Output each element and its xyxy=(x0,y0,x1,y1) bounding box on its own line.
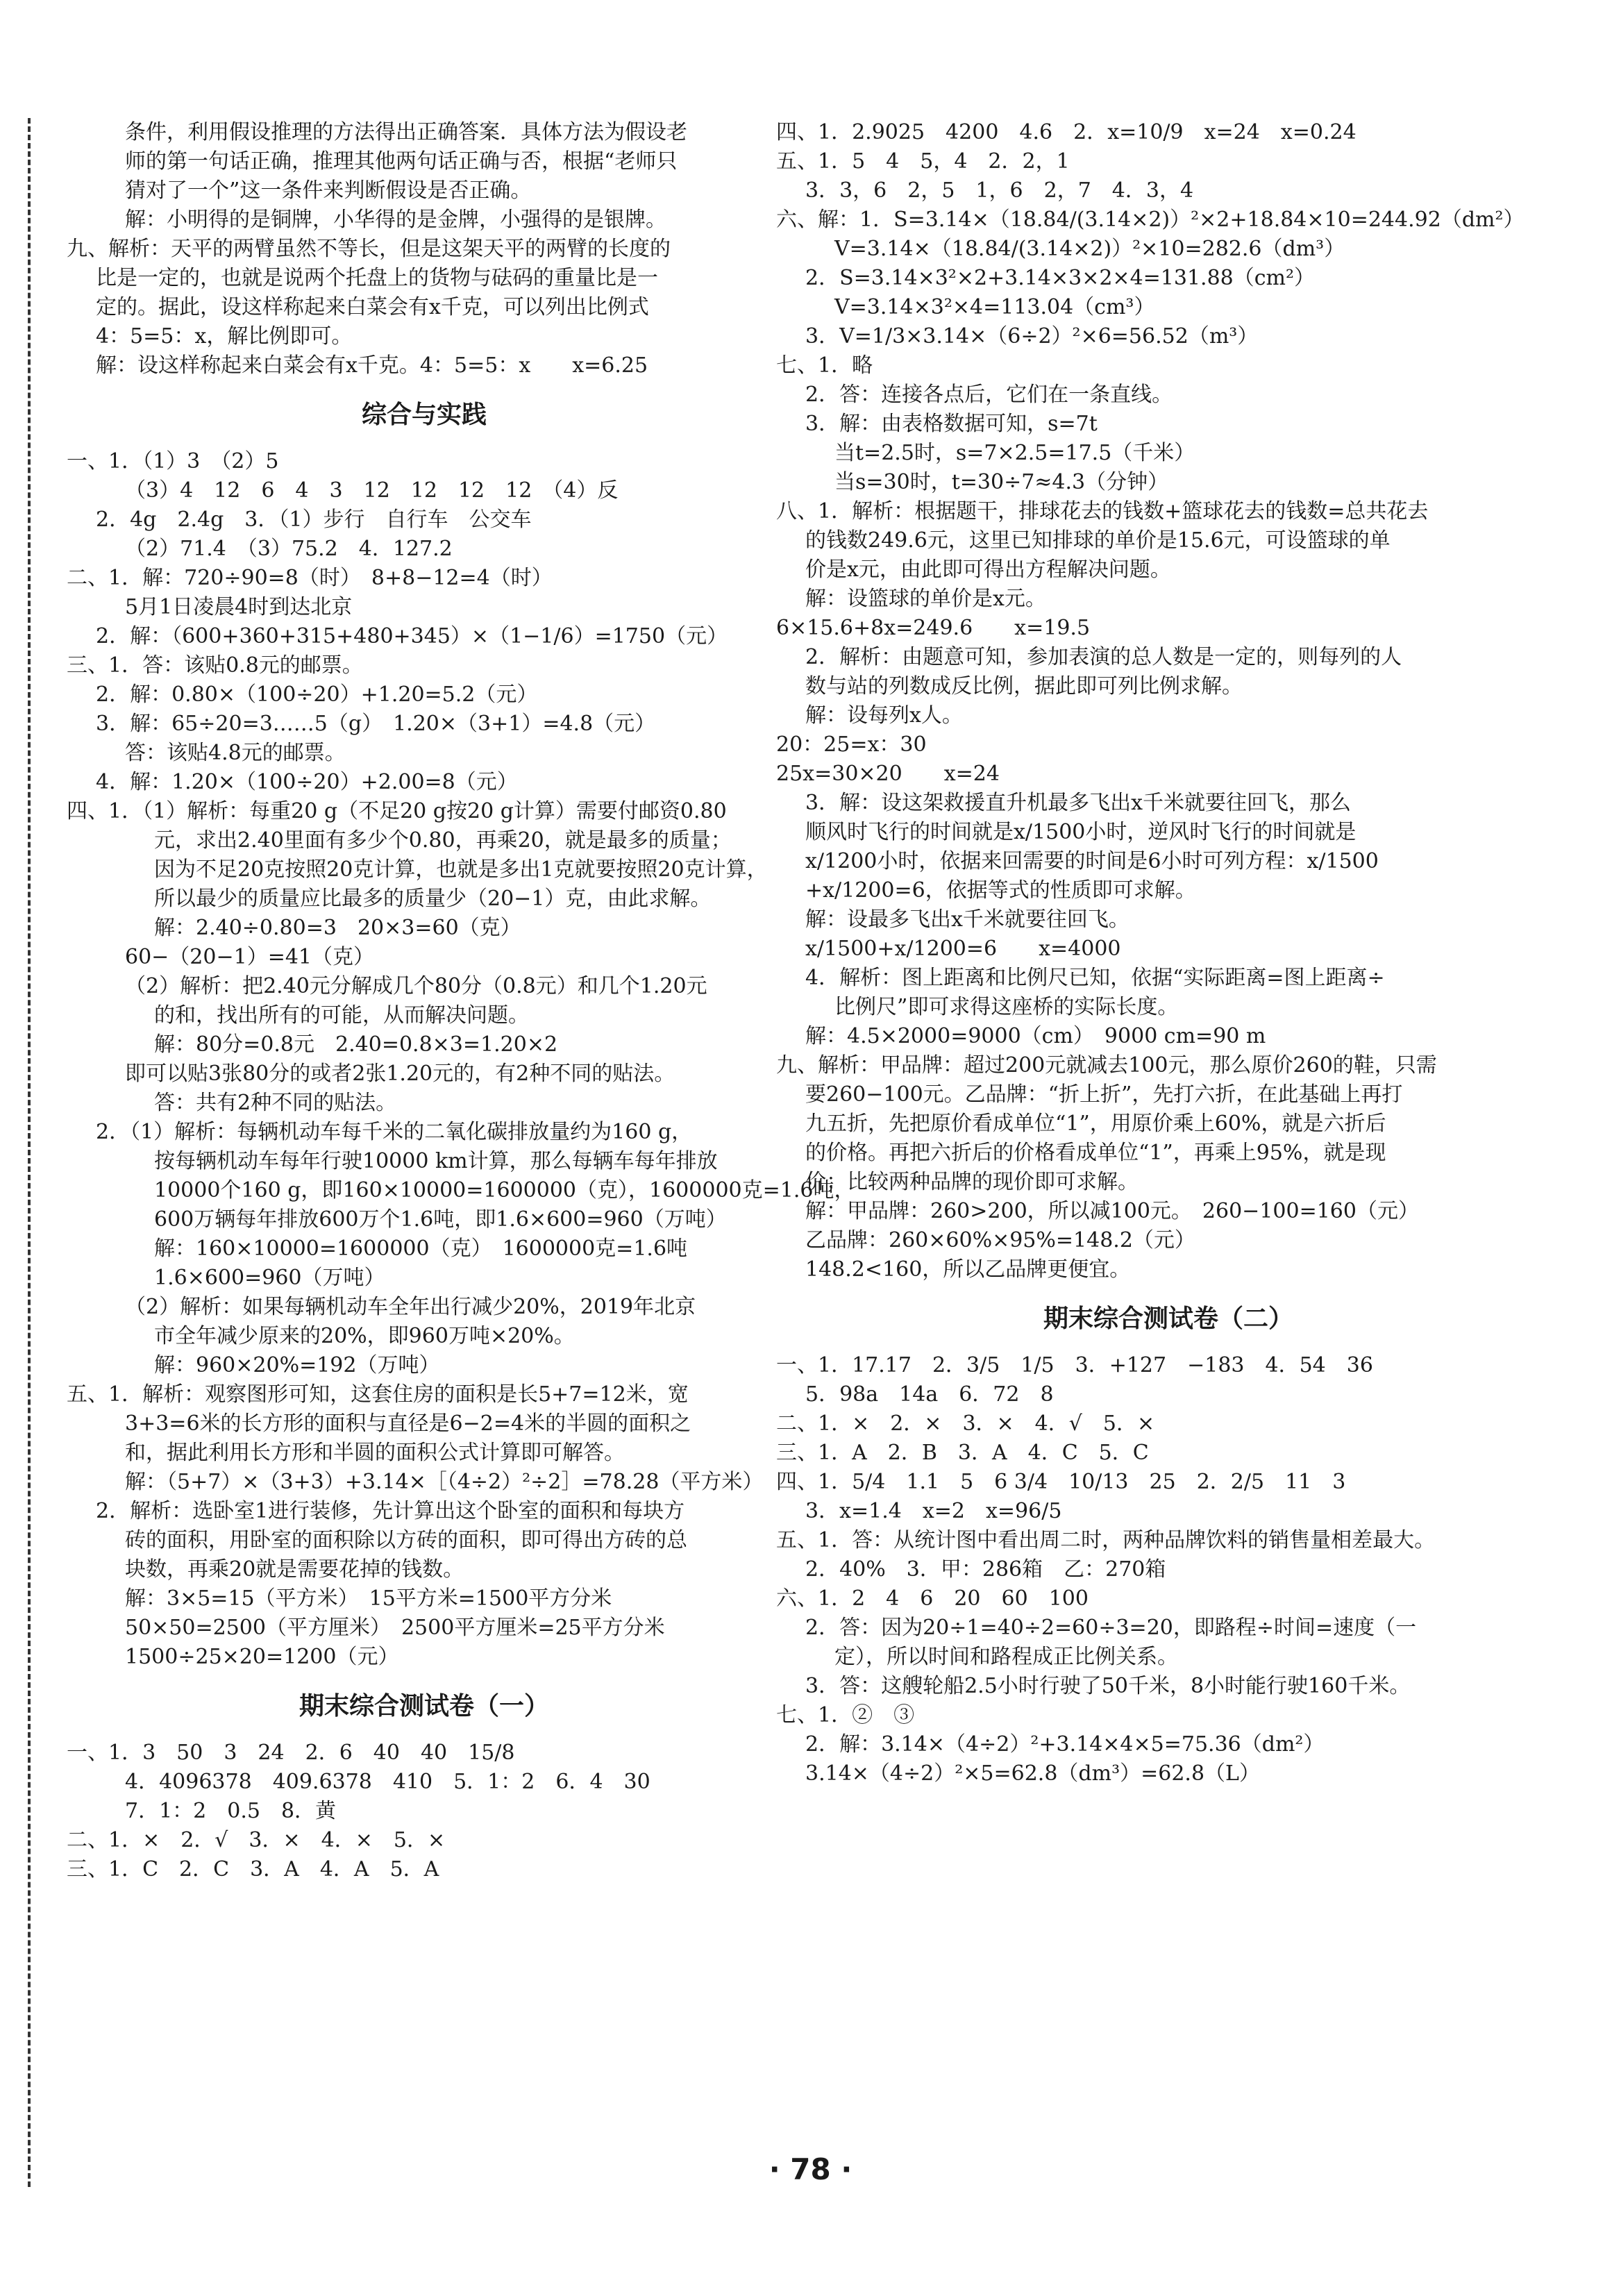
answer-line: 2．4g 2.4g 3．（1）步行 自行车 公交车 xyxy=(96,508,532,532)
answer-line: 2．答：因为20÷1=40÷2=60÷3=20，即路程÷时间=速度（一 xyxy=(805,1616,1417,1640)
answer-line: 七、1．略 xyxy=(776,353,873,378)
answer-line: +x/1200=6，依据等式的性质即可求解。 xyxy=(805,878,1196,903)
answer-line: 20：25=x：30 xyxy=(776,732,927,757)
answer-line: 4．解：1.20×（100÷20）+2.00=8（元） xyxy=(96,770,518,794)
answer-line: 60−（20−1）=41（克） xyxy=(125,945,375,969)
answer-line: 解：设每列x人。 xyxy=(805,703,963,728)
answer-line: 二、1．× 2．× 3．× 4．√ 5．× xyxy=(776,1411,1155,1436)
answer-line: 50×50=2500（平方厘米） 2500平方厘米=25平方分米 xyxy=(125,1616,665,1640)
answer-line: 即可以贴3张80分的或者2张1.20元的，有2种不同的贴法。 xyxy=(125,1062,675,1086)
answer-line: 五、1．5 4 5，4 2．2，1 xyxy=(776,149,1070,174)
answer-line: 5．98a 14a 6．72 8 xyxy=(805,1382,1054,1407)
answer-line: 解：960×20%=192（万吨） xyxy=(154,1353,440,1377)
answer-line: 三、1．答：该贴0.8元的邮票。 xyxy=(67,653,363,678)
answer-line: 三、1．C 2．C 3．A 4．A 5．A xyxy=(67,1857,439,1882)
answer-line: 1500÷25×20=1200（元） xyxy=(125,1645,399,1669)
answer-line: 25x=30×20 x=24 xyxy=(776,762,1000,786)
answer-line: 和，据此利用长方形和半圆的面积公式计算即可解答。 xyxy=(125,1441,625,1465)
answer-line: 块数，再乘20就是需要花掉的钱数。 xyxy=(125,1557,464,1582)
answer-line: 3．解：由表格数据可知，s=7t xyxy=(805,412,1098,436)
answer-line: 四、1．（1）解析：每重20 g（不足20 g按20 g计算）需要付邮资0.80 xyxy=(67,799,727,823)
dashed-cut-line xyxy=(28,118,31,2187)
answer-line: 顺风时飞行的时间就是x/1500小时，逆风时飞行的时间就是 xyxy=(805,820,1357,844)
answer-line: x/1200小时，依据来回需要的时间是6小时可列方程：x/1500 xyxy=(805,849,1379,873)
answer-line: 148.2<160，所以乙品牌更便宜。 xyxy=(805,1257,1131,1282)
answer-line: 猜对了一个”这一条件来判断假设是否正确。 xyxy=(125,178,532,203)
answer-line: 600万辆每年排放600万个1.6吨，即1.6×600=960（万吨） xyxy=(154,1207,727,1232)
answer-line: 市全年减少原来的20%，即960万吨×20%。 xyxy=(154,1324,575,1348)
answer-line: 2．（1）解析：每辆机动车每千米的二氧化碳排放量约为160 g， xyxy=(96,1120,693,1144)
answer-line: 一、1．3 50 3 24 2．6 40 40 15/8 xyxy=(67,1741,515,1765)
answer-line: 的价格。再把六折后的价格看成单位“1”，再乘上95%，就是现 xyxy=(805,1141,1386,1165)
answer-line: 4：5=5：x，解比例即可。 xyxy=(96,324,353,349)
answer-line: 4．解析：图上距离和比例尺已知，依据“实际距离=图上距离÷ xyxy=(805,966,1385,990)
answer-line: 3．解：设这架救援直升机最多飞出x千米就要往回飞，那么 xyxy=(805,791,1352,815)
answer-line: 答：共有2种不同的贴法。 xyxy=(154,1091,397,1115)
answer-line: 2．解：（600+360+315+480+345）×（1−1/6）=1750（元） xyxy=(96,624,728,648)
right-column xyxy=(776,118,1561,1788)
answer-line: 一、1．（1）3 （2）5 xyxy=(67,449,279,474)
answer-line: 九、解析：天平的两臂虽然不等长，但是这架天平的两臂的长度的 xyxy=(67,237,671,261)
answer-line: 二、1．解：720÷90=8（时） 8+8−12=4（时） xyxy=(67,566,553,590)
answer-line: 要260−100元。乙品牌：“折上折”，先打六折，在此基础上再打 xyxy=(805,1082,1403,1107)
answer-line: 五、1．解析：观察图形可知，这套住房的面积是长5+7=12米，宽 xyxy=(67,1382,689,1407)
answer-line: 九五折，先把原价看成单位“1”，用原价乘上60%，就是六折后 xyxy=(805,1112,1386,1136)
answer-line: x/1500+x/1200=6 x=4000 xyxy=(805,937,1121,961)
answer-line: 价；比较两种品牌的现价即可求解。 xyxy=(805,1170,1139,1194)
answer-line: 2．解：3.14×（4÷2）²+3.14×4×5=75.36（dm²） xyxy=(805,1732,1325,1757)
answer-line: 解：160×10000=1600000（克） 1600000克=1.6吨 xyxy=(154,1237,688,1261)
answer-line: 当t=2.5时，s=7×2.5=17.5（千米） xyxy=(834,441,1195,465)
answer-line: V=3.14×3²×4=113.04（cm³） xyxy=(834,295,1155,319)
answer-line: 四、1．5/4 1.1 5 6 3/4 10/13 25 2．2/5 11 3 xyxy=(776,1470,1346,1494)
answer-line: 2．解析：选卧室1进行装修，先计算出这个卧室的面积和每块方 xyxy=(96,1499,685,1523)
answer-line: 比是一定的，也就是说两个托盘上的货物与砝码的重量比是一 xyxy=(96,266,658,290)
answer-line: 解：80分=0.8元 2.40=0.8×3=1.20×2 xyxy=(154,1032,558,1057)
answer-line: 师的第一句话正确，推理其他两句话正确与否，根据“老师只 xyxy=(125,149,678,174)
answer-line: 定的。据此，设这样称起来白菜会有x千克，可以列出比例式 xyxy=(96,295,649,319)
answer-line: 定），所以时间和路程成正比例关系。 xyxy=(834,1645,1178,1669)
answer-line: 解：甲品牌：260>200，所以减100元。 260−100=160（元） xyxy=(805,1199,1419,1223)
answer-line: 六、解：1．S=3.14×（18.84/(3.14×2)）²×2+18.84×10=244.92（dm²） xyxy=(776,208,1525,232)
answer-line: 解：小明得的是铜牌，小华得的是金牌，小强得的是银牌。 xyxy=(125,208,666,232)
answer-line: 解：2.40÷0.80=3 20×3=60（克） xyxy=(154,916,521,940)
answer-line: 的钱数249.6元，这里已知排球的单价是15.6元，可设篮球的单 xyxy=(805,528,1391,553)
answer-line: 3．答：这艘轮船2.5小时行驶了50千米，8小时能行驶160千米。 xyxy=(805,1674,1411,1698)
answer-line: 当s=30时，t=30÷7≈4.3（分钟） xyxy=(834,470,1169,494)
answer-line: 解：设这样称起来白菜会有x千克。4：5=5：x x=6.25 xyxy=(96,353,648,378)
answer-line: 按每辆机动车每年行驶10000 km计算，那么每辆车每年排放 xyxy=(154,1149,718,1173)
section-heading: 综合与实践 xyxy=(361,401,487,429)
answer-line: 条件，利用假设推理的方法得出正确答案．具体方法为假设老 xyxy=(125,120,687,144)
section-heading: 期末综合测试卷（二） xyxy=(1043,1305,1293,1333)
answer-line: 二、1．× 2．√ 3．× 4．× 5．× xyxy=(67,1828,446,1852)
answer-line: 3．V=1/3×3.14×（6÷2）²×6=56.52（m³） xyxy=(805,324,1259,349)
answer-line: 3．解：65÷20=3……5（g） 1.20×（3+1）=4.8（元） xyxy=(96,712,656,736)
answer-line: 六、1．2 4 6 20 60 100 xyxy=(776,1586,1089,1611)
answer-line: 元，求出2.40里面有多少个0.80，再乘20，就是最多的质量； xyxy=(154,828,732,853)
answer-line: 所以最少的质量应比最多的质量少（20−1）克，由此求解。 xyxy=(154,887,712,911)
answer-line: 4．4096378 409.6378 410 5．1：2 6．4 30 xyxy=(125,1770,650,1794)
answer-line: （3）4 12 6 4 3 12 12 12 12 （4）反 xyxy=(125,478,619,503)
answer-line: 1.6×600=960（万吨） xyxy=(154,1266,385,1290)
section-heading: 期末综合测试卷（一） xyxy=(299,1692,549,1720)
answer-line: 答：该贴4.8元的邮票。 xyxy=(125,741,346,765)
answer-line: 3.14×（4÷2）²×5=62.8（dm³）=62.8（L） xyxy=(805,1761,1260,1786)
answer-line: 3+3=6米的长方形的面积与直径是6−2=4米的半圆的面积之 xyxy=(125,1411,691,1436)
answer-line: 价是x元，由此即可得出方程解决问题。 xyxy=(805,558,1171,582)
answer-line: 解：设篮球的单价是x元。 xyxy=(805,587,1046,611)
answer-line: 七、1．② ③ xyxy=(776,1703,915,1727)
answer-line: 五、1．答：从统计图中看出周二时，两种品牌饮料的销售量相差最大。 xyxy=(776,1528,1436,1552)
answer-line: 2．解：0.80×（100÷20）+1.20=5.2（元） xyxy=(96,682,538,707)
answer-line: 三、1．A 2．B 3．A 4．C 5．C xyxy=(776,1441,1149,1465)
page-number: · 78 · xyxy=(768,2152,853,2186)
answer-line: 的和，找出所有的可能，从而解决问题。 xyxy=(154,1003,529,1028)
answer-line: 2．40% 3．甲：286箱 乙：270箱 xyxy=(805,1557,1166,1582)
answer-line: 7．1：2 0.5 8．黄 xyxy=(125,1799,337,1823)
answer-line: 2．答：连接各点后，它们在一条直线。 xyxy=(805,383,1173,407)
answer-line: 一、1．17.17 2．3/5 1/5 3．+127 −183 4．54 36 xyxy=(776,1353,1373,1377)
answer-line: 乙品牌：260×60%×95%=148.2（元） xyxy=(805,1228,1195,1252)
answer-line: 数与站的列数成反比例，据此即可列比例求解。 xyxy=(805,674,1243,698)
answer-line: 6×15.6+8x=249.6 x=19.5 xyxy=(776,616,1091,640)
answer-line: 3．x=1.4 x=2 x=96/5 xyxy=(805,1499,1062,1523)
answer-line: （2）解析：把2.40元分解成几个80分（0.8元）和几个1.20元 xyxy=(125,974,707,998)
answer-line: 九、解析：甲品牌：超过200元就减去100元，那么原价260的鞋，只需 xyxy=(776,1053,1437,1078)
answer-line: 3．3，6 2，5 1，6 2，7 4．3，4 xyxy=(805,178,1194,203)
answer-line: 2．S=3.14×3²×2+3.14×3×2×4=131.88（cm²） xyxy=(805,266,1316,290)
answer-line: 10000个160 g，即160×10000=1600000（克），1600000克=1.6吨， xyxy=(154,1178,855,1203)
answer-line: V=3.14×（18.84/(3.14×2)）²×10=282.6（dm³） xyxy=(834,237,1345,261)
answer-line: （2）解析：如果每辆机动车全年出行减少20%，2019年北京 xyxy=(125,1295,696,1319)
answer-line: 5月1日凌晨4时到达北京 xyxy=(125,595,353,619)
answer-line: 比例尺”即可求得这座桥的实际长度。 xyxy=(834,995,1179,1019)
answer-line: 解：3×5=15（平方米） 15平方米=1500平方分米 xyxy=(125,1586,612,1611)
answer-line: 解：设最多飞出x千米就要往回飞。 xyxy=(805,907,1129,932)
answer-line: 解：4.5×2000=9000（cm） 9000 cm=90 m xyxy=(805,1024,1266,1048)
answer-line: 解：（5+7）×（3+3）+3.14×［（4÷2）²÷2］=78.28（平方米） xyxy=(125,1470,764,1494)
answer-line: 因为不足20克按照20克计算，也就是多出1克就要按照20克计算， xyxy=(154,857,768,882)
answer-line: 砖的面积，用卧室的面积除以方砖的面积，即可得出方砖的总 xyxy=(125,1528,687,1552)
answer-line: 2．解析：由题意可知，参加表演的总人数是一定的，则每列的人 xyxy=(805,645,1402,669)
answer-line: 八、1．解析：根据题干，排球花去的钱数+篮球花去的钱数=总共花去 xyxy=(776,499,1429,523)
answer-line: 四、1．2.9025 4200 4.6 2．x=10/9 x=24 x=0.24 xyxy=(776,120,1357,144)
answer-line: （2）71.4 （3）75.2 4．127.2 xyxy=(125,537,453,561)
